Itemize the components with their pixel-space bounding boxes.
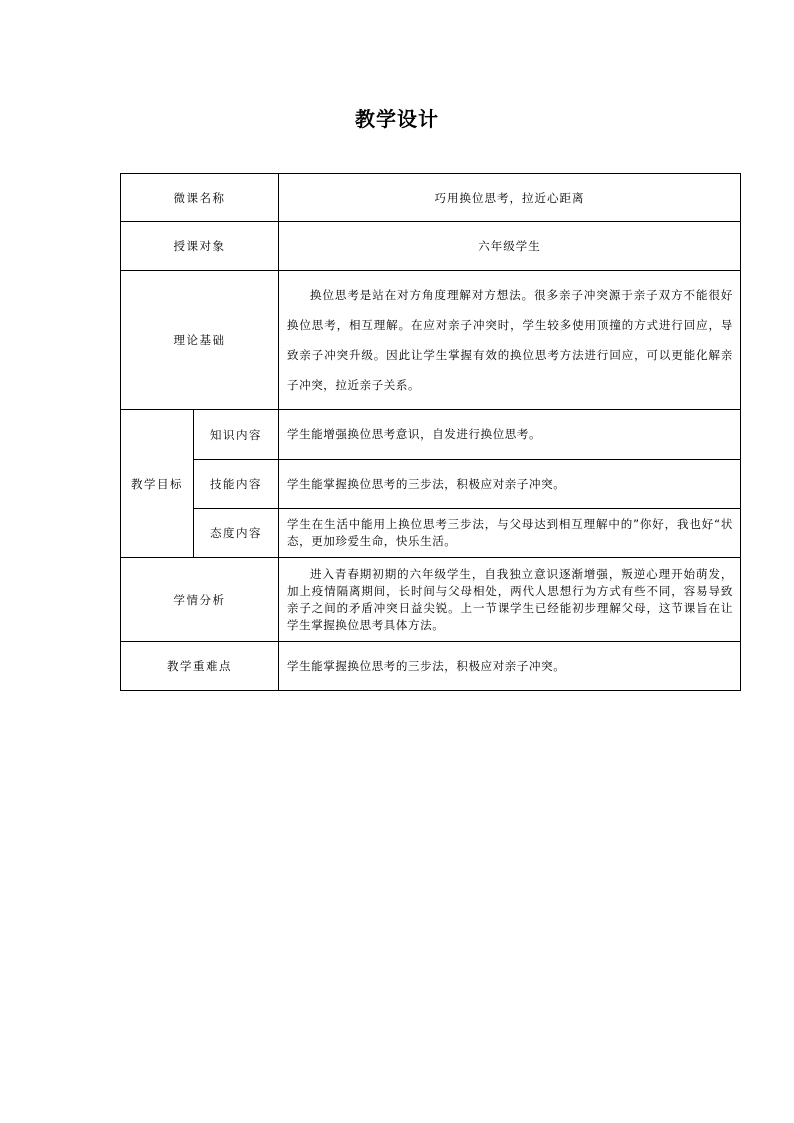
key-points-label: 教学重难点 <box>121 642 279 691</box>
page-title: 教学设计 <box>355 107 439 131</box>
table-row-theory <box>121 271 741 410</box>
theory-value: 换位思考是站在对方角度理解对方想法。很多亲子冲突源于亲子双方不能很好换位思考，相互理解。在应对亲子冲突时，学生较多使用顶撞的方式进行回应，导致亲子冲突升级。因此让学生掌握有效的换位思考方法进行回应，可以更能化解亲子冲突，拉近亲子关系。 <box>279 271 741 410</box>
course-name-value: 巧用换位思考，拉近心距离 <box>279 174 741 222</box>
goals-label: 教学目标 <box>121 410 194 558</box>
analysis-label: 学情分析 <box>121 558 279 642</box>
analysis-value: 进入青春期初期的六年级学生，自我独立意识逐渐增强，叛逆心理开始萌发，加上疫情隔离期间，长时间与父母相处，两代人思想行为方式有些不同，容易导致亲子之间的矛盾冲突日益尖锐。上一节课学生已经能初步理解父母，这节课旨在让学生掌握换位思考具体方法。 <box>279 558 741 642</box>
table-row-attitude <box>121 509 741 558</box>
table-row-course-name <box>121 174 741 222</box>
table-row-knowledge <box>121 410 741 460</box>
audience-label: 授课对象 <box>121 222 279 271</box>
table-row-analysis <box>121 558 741 642</box>
skill-value: 学生能掌握换位思考的三步法，积极应对亲子冲突。 <box>279 460 741 509</box>
skill-label: 技能内容 <box>194 460 279 509</box>
key-points-value: 学生能掌握换位思考的三步法，积极应对亲子冲突。 <box>279 642 741 691</box>
table-row-skill <box>121 460 741 509</box>
audience-value: 六年级学生 <box>279 222 741 271</box>
course-name-label: 微课名称 <box>121 174 279 222</box>
table-row-audience <box>121 222 741 271</box>
knowledge-value: 学生能增强换位思考意识，自发进行换位思考。 <box>279 410 741 460</box>
table-row-key-points <box>121 642 741 691</box>
design-table <box>120 173 741 691</box>
attitude-label: 态度内容 <box>194 509 279 558</box>
theory-label: 理论基础 <box>121 271 279 410</box>
knowledge-label: 知识内容 <box>194 410 279 460</box>
attitude-value: 学生在生活中能用上换位思考三步法，与父母达到相互理解中的”你好，我也好“状态，更加珍爱生命，快乐生活。 <box>279 509 741 558</box>
